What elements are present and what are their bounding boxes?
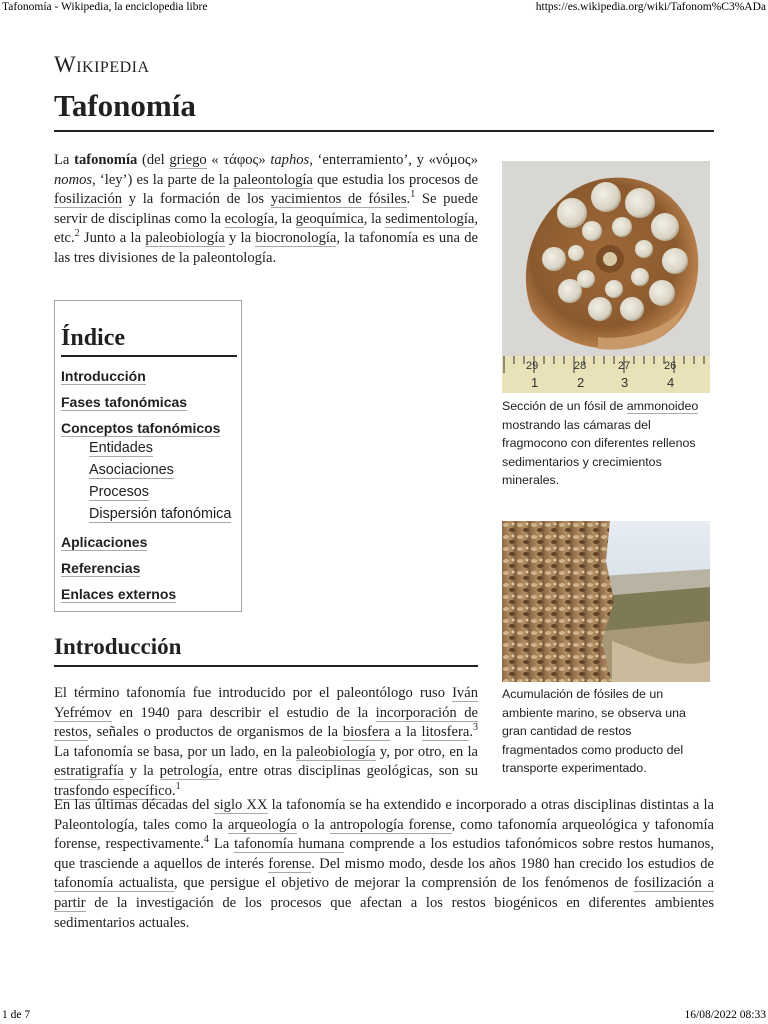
figure-ammonite-caption: Sección de un fósil de ammonoideo mostrando las cámaras del fragmocono con diferentes rellenos sedimentarios y crecimientos minerales. — [502, 399, 699, 487]
link-yefremov[interactable]: Iván Yefrémov — [54, 685, 478, 721]
ruler-label-top: 26 — [664, 360, 677, 372]
link-biocronologia[interactable]: biocronología — [255, 230, 337, 247]
ruler-label-bottom: 1 — [531, 375, 539, 390]
print-header-title: Tafonomía - Wikipedia, la enciclopedia libre — [2, 1, 208, 13]
link-sedimentologia[interactable]: sedimentología — [385, 210, 475, 227]
toc-item-entidades[interactable]: Entidades — [89, 440, 154, 456]
toc-item-fases[interactable]: Fases tafonómicas — [61, 394, 188, 410]
ref-1[interactable]: 1 — [410, 189, 416, 201]
term-bold: tafonomía — [74, 152, 138, 168]
print-header-url: https://es.wikipedia.org/wiki/Tafonom%C3%ADa — [535, 1, 766, 13]
ruler-label-top: 27 — [618, 360, 631, 372]
ref-4[interactable]: 4 — [203, 834, 209, 846]
toc-title: Índice — [61, 325, 237, 357]
link-fosilizacion-partir[interactable]: fosilización a partir — [54, 875, 714, 911]
print-footer — [0, 1009, 768, 1023]
print-footer-page: 1 de 7 — [2, 1009, 31, 1021]
link-tafonomia-actualista[interactable]: tafonomía actualista — [54, 875, 174, 892]
ruler-label-bottom: 4 — [667, 375, 675, 390]
link-paleobiologia[interactable]: paleobiología — [145, 230, 225, 247]
figure-fossil-caption: Acumulación de fósiles de un ambiente marino, se observa una gran cantidad de restos fragmentados como producto del transporte experimentado. — [502, 687, 686, 775]
link-tafonomia-humana[interactable]: tafonomía humana — [234, 836, 345, 853]
link-siglo-xx[interactable]: siglo XX — [213, 797, 268, 813]
ref-2[interactable]: 2 — [74, 228, 80, 240]
link-trasfondo[interactable]: trasfondo específico — [54, 782, 172, 799]
link-estratigrafia[interactable]: estratigrafía — [54, 763, 124, 780]
ruler-label-bottom: 3 — [621, 375, 629, 390]
section-title-introduccion: Introducción — [54, 634, 478, 667]
link-fosilizacion[interactable]: fosilización — [54, 191, 123, 208]
link-geoquimica[interactable]: geoquímica — [295, 210, 364, 227]
ammonite-drawing — [502, 161, 710, 393]
fossil-accumulation-image[interactable] — [502, 521, 710, 682]
toc-item-referencias[interactable]: Referencias — [61, 560, 141, 576]
ref-1b[interactable]: 1 — [175, 780, 181, 792]
link-litosfera[interactable]: litosfera — [421, 724, 470, 741]
toc-item-conceptos[interactable]: Conceptos tafonómicos — [61, 420, 221, 436]
ruler-label-bottom: 2 — [577, 375, 585, 390]
toc-item-dispersion[interactable]: Dispersión tafonómica — [89, 506, 232, 522]
wikipedia-wordmark[interactable]: Wikipedia — [54, 52, 150, 77]
link-incorporacion[interactable]: incorporación de restos — [54, 704, 478, 741]
link-forense[interactable]: forense — [268, 855, 312, 872]
ammonite-image[interactable] — [502, 161, 710, 393]
link-griego[interactable]: griego — [169, 152, 207, 168]
link-paleontologia[interactable]: paleontología — [233, 171, 313, 188]
table-of-contents — [54, 300, 242, 612]
page-title: Tafonomía — [54, 88, 714, 132]
print-footer-datetime: 16/08/2022 08:33 — [684, 1009, 766, 1021]
figure-fossil-accumulation — [502, 521, 710, 778]
print-header — [0, 1, 768, 15]
ref-3[interactable]: 3 — [473, 722, 478, 734]
link-paleobiologia-2[interactable]: paleobiología — [296, 743, 376, 760]
link-petrologia[interactable]: petrología — [159, 763, 219, 780]
intro-paragraph-1: El término tafonomía fue introducido por el paleontólogo ruso Iván Yefrémov en 1940 para describir el estudio de la incorporación de restos, señales o productos de organismos de la biosfera a la litosfera.$^3$ La tafonomía se basa, por un lado, en la paleobiología y, por otro, en la estratigrafía y la petrología, entre otras disciplinas geológicas, son su trasfondo específico.$^1$ — [54, 685, 478, 799]
figure-ammonite — [502, 161, 710, 490]
link-ammonoideo[interactable]: ammonoideo — [626, 399, 699, 413]
link-ecologia[interactable]: ecología — [224, 210, 275, 227]
link-arqueologia[interactable]: arqueología — [227, 816, 297, 833]
toc-item-asociaciones[interactable]: Asociaciones — [89, 462, 174, 478]
fossil-landscape-drawing — [502, 521, 710, 682]
ruler-label-top: 28 — [574, 360, 587, 372]
toc-item-procesos[interactable]: Procesos — [89, 484, 149, 500]
link-biosfera[interactable]: biosfera — [342, 724, 390, 741]
toc-item-introduccion[interactable]: Introducción — [61, 368, 146, 384]
toc-item-aplicaciones[interactable]: Aplicaciones — [61, 534, 148, 550]
ruler-label-top: 29 — [526, 360, 539, 372]
lead-paragraph: La tafonomía (del griego « τάφος» taphos, ‘enterramiento’, y «νόμος» nomos, ‘ley’) es la parte de la paleontología que estudia los procesos de fosilización y la formación de los yacimientos de fósiles.$^1$ Se puede servir de disciplinas como la ecología, la geoquímica, la sedimentología, etc.$^2$ Junto a la paleobiología y la biocronología, la tafonomía es una de las tres divisiones de la paleontología. — [54, 152, 479, 266]
toc-item-enlaces[interactable]: Enlaces externos — [61, 586, 177, 602]
intro-paragraph-2: En las últimas décadas del siglo XX la tafonomía se ha extendido e incorporado a otras disciplinas distintas a la Paleontología, tales como la arqueología o la antropología forense, como tafonomía arqueológica y tafonomía forense, respectivamente.$^4$ La tafonomía humana comprende a los estudios tafonómicos sobre restos humanos, que trasciende a aquellos de interés forense. Del mismo modo, desde los años 1980 han crecido los estudios de tafonomía actualista, que persigue el objetivo de mejorar la comprensión de los fenómenos de fosilización a partir de la investigación de los procesos que afectan a los restos biogénicos en diferentes ambientes sedimentarios actuales. — [54, 797, 715, 931]
link-antropologia-forense[interactable]: antropología forense — [329, 816, 452, 833]
link-yacimientos[interactable]: yacimientos de fósiles — [270, 191, 407, 208]
